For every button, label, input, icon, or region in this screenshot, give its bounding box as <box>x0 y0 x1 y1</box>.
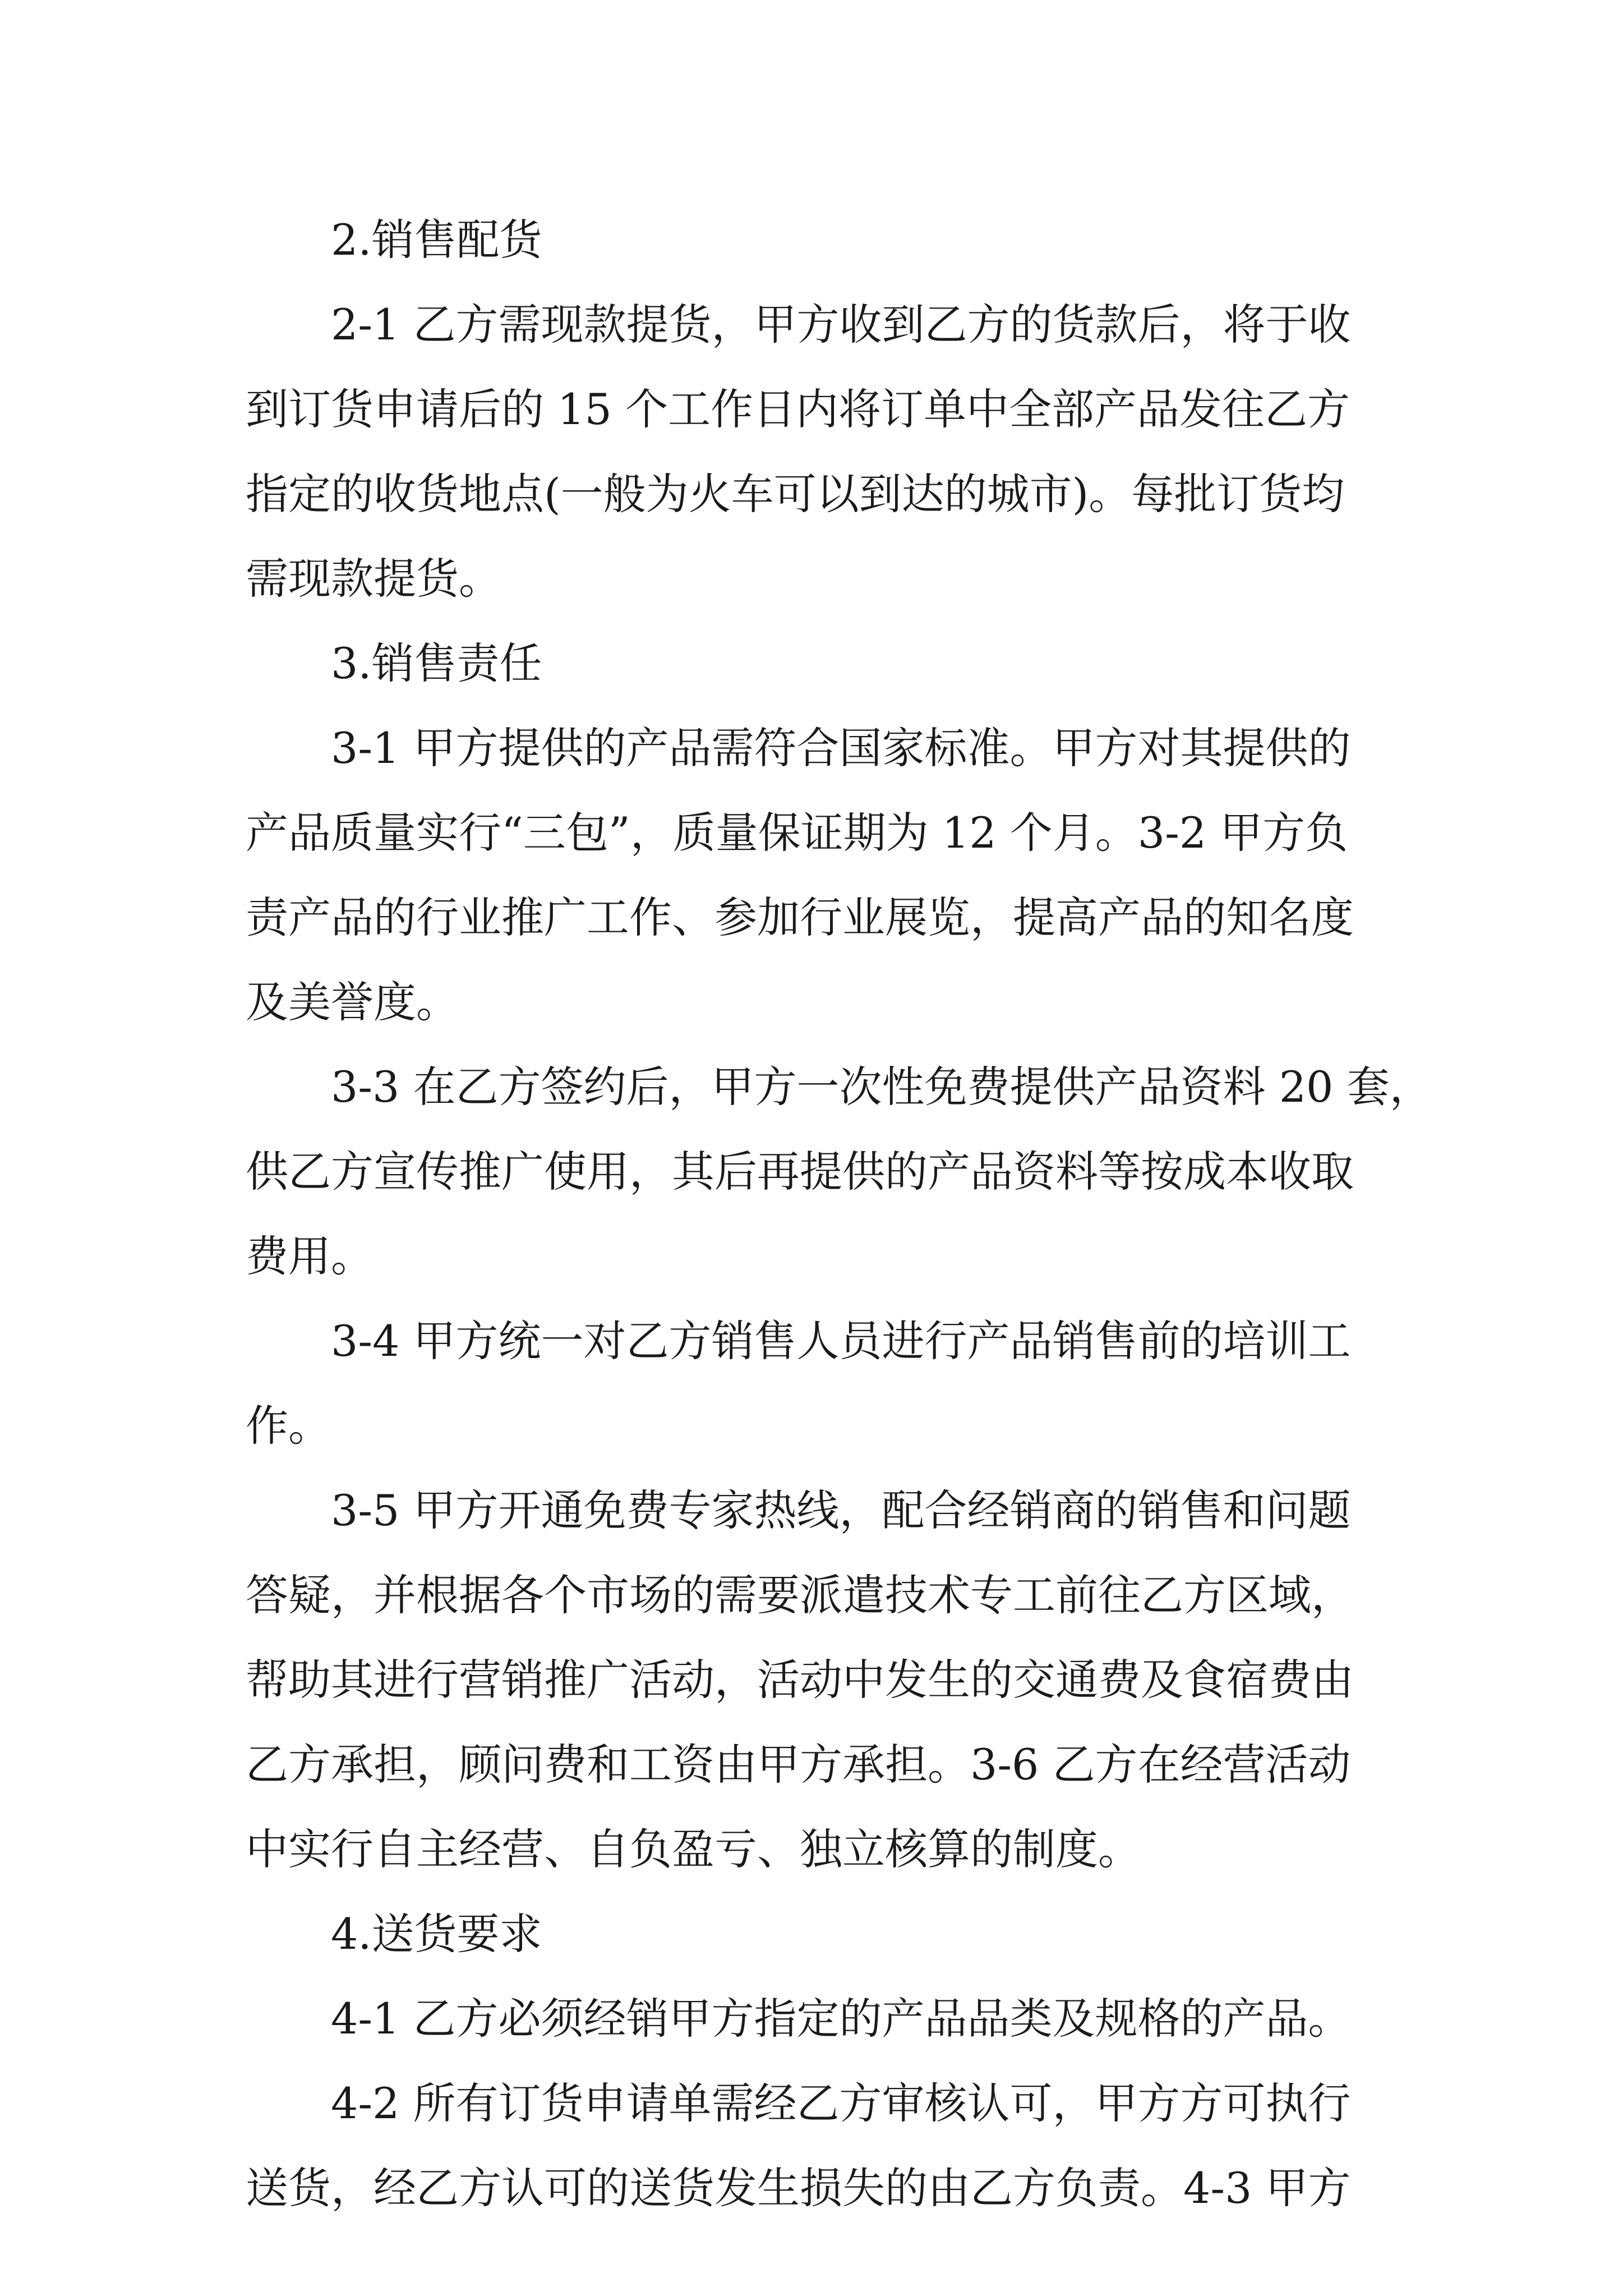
section-heading-4: 4.送货要求 <box>331 1909 542 1959</box>
paragraph-line: 答疑，并根据各个市场的需要派遣技术专工前往乙方区域， <box>246 1570 1354 1620</box>
paragraph-line: 送货，经乙方认可的送货发生损失的由乙方负责。4-3 甲方 <box>246 2163 1351 2213</box>
paragraph-line: 到订货申请后的 15 个工作日内将订单中全部产品发往乙方 <box>246 384 1350 434</box>
section-heading-2: 2.销售配货 <box>331 215 542 265</box>
paragraph-line: 3-1 甲方提供的产品需符合国家标准。甲方对其提供的 <box>331 723 1351 773</box>
paragraph-line: 乙方承担，顾问费和工资由甲方承担。3-6 乙方在经营活动 <box>246 1740 1351 1789</box>
paragraph-line: 产品质量实行“三包”，质量保证期为 12 个月。3-2 甲方负 <box>246 808 1348 858</box>
paragraph-line: 4-2 所有订货申请单需经乙方审核认可，甲方方可执行 <box>331 2078 1351 2128</box>
paragraph-line: 费用。 <box>246 1231 374 1281</box>
paragraph-line: 2-1 乙方需现款提货，甲方收到乙方的货款后，将于收 <box>331 300 1351 349</box>
paragraph-line: 作。 <box>246 1401 331 1451</box>
section-heading-3: 3.销售责任 <box>331 638 542 688</box>
paragraph-line: 需现款提货。 <box>246 554 501 604</box>
paragraph-line: 及美誉度。 <box>246 977 459 1027</box>
paragraph-line: 3-4 甲方统一对乙方销售人员进行产品销售前的培训工 <box>331 1316 1351 1366</box>
paragraph-line: 中实行自主经营、自负盈亏、独立核算的制度。 <box>246 1824 1141 1874</box>
paragraph-line: 3-5 甲方开通免费专家热线，配合经销商的销售和问题 <box>331 1485 1351 1535</box>
paragraph-line: 4-1 乙方必须经销甲方指定的产品品类及规格的产品。 <box>331 1994 1351 2044</box>
paragraph-line: 责产品的行业推广工作、参加行业展览，提高产品的知名度 <box>246 892 1354 942</box>
paragraph-line: 指定的收货地点(一般为火车可以到达的城市)。每批订货均 <box>246 469 1345 519</box>
paragraph-line: 供乙方宣传推广使用，其后再提供的产品资料等按成本收取 <box>246 1147 1354 1197</box>
paragraph-line: 帮助其进行营销推广活动，活动中发生的交通费及食宿费由 <box>246 1655 1354 1705</box>
paragraph-line: 3-3 在乙方签约后，甲方一次性免费提供产品资料 20 套， <box>331 1062 1432 1112</box>
document-body <box>246 197 1432 2230</box>
